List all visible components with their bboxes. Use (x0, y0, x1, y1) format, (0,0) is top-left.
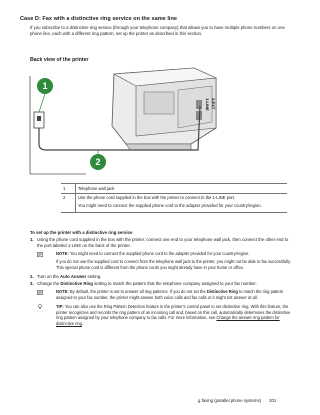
port-1-line-label: 1-LINE (205, 98, 210, 111)
legend-text: Telephone wall jack (76, 184, 288, 194)
step-number: 2. (30, 273, 34, 279)
step-number: 3. (30, 281, 34, 286)
legend-text: Use the phone cord supplied in the box with the printer to connect to the 1-LINE port. (78, 195, 236, 201)
intro-paragraph: If you subscribe to a distinctive ring service (through your telephone company) that allows you to have multiple phone numbers on one phone line, each with a different ring pattern, set up the printer as described in this section. (30, 25, 285, 37)
step-number: 1. (30, 237, 34, 242)
page-number: 201 (269, 398, 277, 403)
callout-1-badge (37, 78, 53, 94)
note-box (37, 251, 292, 270)
step-1 (30, 237, 292, 249)
wall-jack-icon (34, 112, 44, 128)
printer-back-view-illustration (26, 66, 226, 178)
note-box (37, 289, 292, 301)
step-text: Change the (37, 281, 61, 286)
note-label: NOTE: (56, 289, 69, 295)
note-text: You might need to connect the supplied phone cord to the adapter provided for your country/region. (69, 251, 250, 257)
setting-name: Distinctive Ring (206, 289, 238, 295)
procedure-heading: To set up the printer with a distinctive ring service (30, 230, 133, 235)
legend-number: 2 (61, 193, 76, 212)
note-text-secondary: If you do not use the supplied cord to connect from the telephone wall jack to the printer, you might not be able to fax successfully. This special phone cord is different from the phone cords you might already have in your home or office. (56, 259, 291, 270)
tip-text: You can also use the Ring Pattern Detection feature in the printer's control panel to set distinctive ring. With this feature, the printer recognizes and records the ring pattern of an incoming call and, based on this call, automatically determines the distinctive ring pattern assigned by your telephone company to fax calls. For more information, see (56, 303, 291, 321)
procedure-steps (30, 237, 292, 330)
answer-ring-pattern-link[interactable]: Change the answer ring pattern for distinctive ring (56, 315, 280, 327)
step-text: Turn on the (37, 273, 61, 279)
note-icon (37, 290, 43, 295)
port-2-ext-label: 2-EXT (211, 98, 216, 110)
callout-legend-table (61, 183, 287, 213)
callout-2-badge (90, 154, 106, 170)
note-icon (37, 252, 43, 257)
tip-box (37, 304, 292, 327)
setting-name: Distinctive Ring (60, 281, 93, 286)
step-3 (30, 281, 292, 287)
page-footer (198, 398, 276, 403)
svg-text:2: 2 (95, 157, 101, 167)
tip-text-end: . (81, 321, 84, 327)
step-text-end: setting. (86, 273, 102, 279)
section-title: Case D: Fax with a distinctive ring service on the same line (20, 16, 177, 22)
legend-row (61, 193, 287, 212)
legend-row (61, 184, 287, 194)
legend-text-secondary: You might need to connect the supplied phone cord to the adapter provided for your country/region. (78, 202, 262, 208)
footer-section-title: g faxing (parallel phone systems) (198, 398, 262, 403)
svg-text:1: 1 (42, 81, 48, 91)
legend-number: 1 (61, 184, 76, 194)
note-label: NOTE: (56, 251, 69, 257)
lightbulb-icon (37, 304, 43, 309)
note-text: By default, the printer is set to answer all ring patterns. If you do not set the (69, 289, 207, 295)
note-text-end: to match the ring pattern assigned to your fax number, the printer might answer both voice calls and fax calls or it might not answer at all. (56, 289, 284, 300)
step-text: Using the phone cord supplied in the box with the printer, connect one end to your telephone wall jack, then connect the other end to the port labeled 1-LINE on the back of the printer. (37, 237, 289, 249)
setting-name: Auto Answer (60, 273, 87, 279)
step-text-end: setting to match the pattern that the telephone company assigned to your fax number. (92, 281, 257, 286)
step-2 (30, 274, 292, 280)
tip-label: TIP: (56, 303, 64, 309)
figure-heading: Back view of the printer (30, 57, 89, 63)
